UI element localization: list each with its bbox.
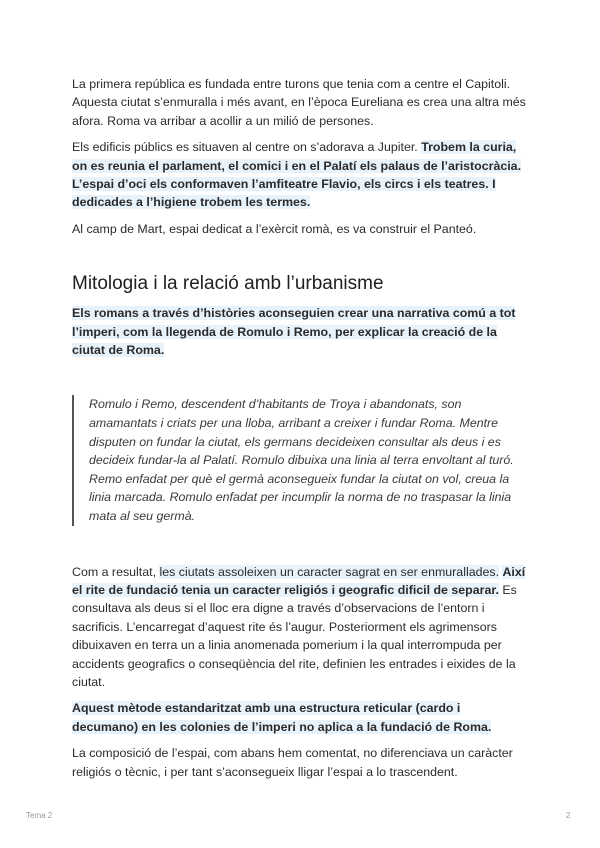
paragraph-space-composition: La composició de l’espai, com abans hem comentat, no diferenciava un caràcter religiós o tècnic, i per tant s’aconsegueix lligar l’espai a lo trascendent. [72,746,513,779]
paragraph-grid-method [72,699,528,736]
paragraph-foundation-rite [72,563,528,692]
legend-quote-text: Romulo i Remo, descendent d’habitants de Troya i abandonats, son amamantats i criats per una lloba, arribant a creixer i fundar Roma. Mentre disputen on fundar la ciutat, els germans decideixen consultar als deus i es decideix fundar-la al Palatí. Romulo dibuixa una linia al terra envoltant al turó. Remo enfadat per què el germà aconsegueix fundar la ciutat on vol, creua la linia marcada. Romulo enfadat per incumplir la norma de no traspasar la linia mata al seu germà. [89,397,514,524]
paragraph-camp-de-mart: Al camp de Mart, espai dedicat a l’exèrcit romà, es va construir el Panteó. [72,221,477,236]
paragraph-public-buildings-intro: Els edificis públics es situaven al centre on s’adorava a Jupiter. [72,140,422,155]
section-heading: Mitologia i la relació amb l’urbanisme [72,273,384,295]
document-page [72,75,528,781]
legend-quote [72,395,528,525]
section-lead-text: Els romans a través d’històries aconseguien crear una narrativa comú a tot l’imperi, com la llegenda de Romulo i Remo, per explicar la creació de la ciutat de Roma. [72,306,516,358]
paragraph-public-buildings-highlight: Trobem la curia, on es reunia el parlament, el comici i en el Palatí els palaus de l’aristocràcia. L’espai d’oci els conformaven l’amfiteatre Flavio, els circs i els teatres. I dedicades a l’higiene trobem les termes. [72,140,522,210]
section-lead [72,304,528,359]
footer-chapter-label: Tema 2 [26,811,53,820]
paragraph-public-buildings [72,138,528,212]
paragraph-foundation-rite-bold: Així el rite de fundació tenia un caracter religiós i geografic dificil de separar. [72,564,526,598]
footer-page-number: 2 [566,811,571,820]
paragraph-grid-method-text: Aquest mètode estandaritzat amb una estructura reticular (cardo i decumano) en les colonies de l’imperi no aplica a la fundació de Roma. [72,701,492,734]
paragraph-republic: La primera república es fundada entre turons que tenia com a centre el Capitoli. Aquesta ciutat s’enmuralla i més avant, en l’època Eureliana es crea una altra més afora. Roma va arribar a acollir a un milió de persones. [72,77,526,128]
paragraph-foundation-rite-highlight: les ciutats assoleixen un caracter sagrat en ser enmurallades. [159,564,500,579]
paragraph-foundation-rite-body: Es consultava als deus si el lloc era digne a través d’observacions de l’entorn i sacrificis. L’encarregat d’aquest rite és l’augur. Posteriorment els agrimensors dibuixaven en terra un a linia anomenada pomerium i la qual interrompuda per accidents geografics o conseqüència del rite, definien les entrades i eixides de la ciutat. [72,583,517,690]
paragraph-foundation-rite-intro: Com a resultat, [72,564,160,579]
